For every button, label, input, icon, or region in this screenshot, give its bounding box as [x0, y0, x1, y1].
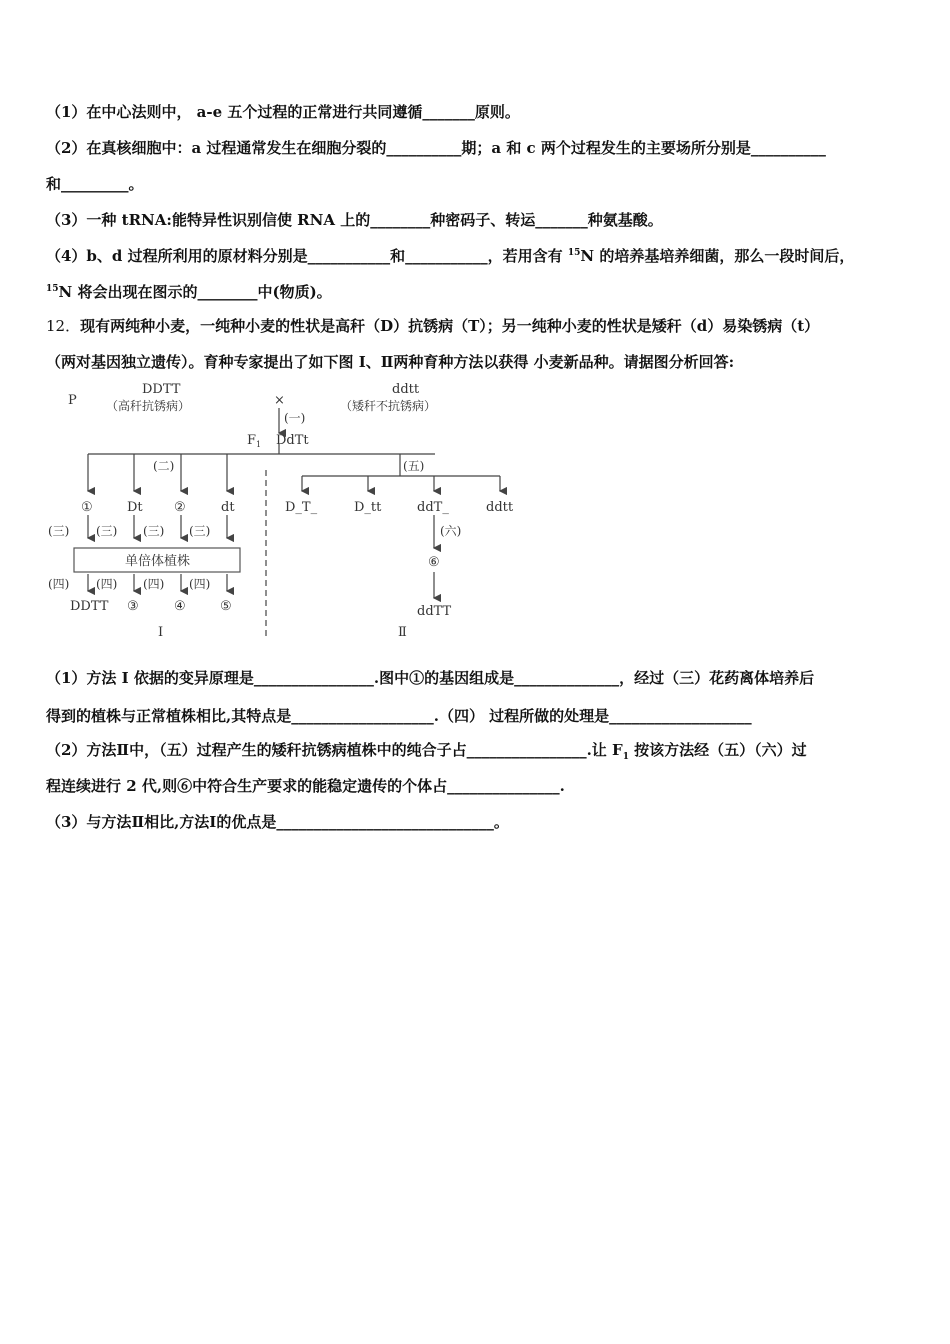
diagram-step3-b: (三) — [96, 524, 118, 538]
diagram-parent2: ddtt — [392, 382, 420, 397]
diagram-method-1: I — [158, 625, 164, 640]
diagram-phenotype-3: ddT_ — [417, 500, 449, 515]
diagram-p: P — [68, 393, 77, 408]
diagram-parent1: DDTT — [142, 382, 181, 397]
diagram-step1: (一) — [284, 411, 306, 425]
q12-number: 12． — [46, 317, 81, 335]
diagram-step4-d: (四) — [189, 577, 211, 591]
q11-line-1: （1）在中心法则中， a-e 五个过程的正常进行共同遵循_______原则。 — [46, 103, 520, 121]
diagram-cross: × — [274, 393, 285, 408]
q11-line-3: 和_________。 — [46, 175, 144, 193]
diagram-f1: DdTt — [276, 433, 309, 448]
q11-line-6b: N 将会出现在图示的________中(物质)。 — [58, 283, 332, 301]
q11-line-6-sup: 15 — [46, 284, 59, 294]
diagram-f1-letter: F — [247, 433, 257, 448]
diagram-step4-c: (四) — [143, 577, 165, 591]
diagram-step3-a: (三) — [48, 524, 70, 538]
q12-answer-4: 程连续进行 2 代,则⑥中符合生产要求的能稳定遗传的个体占_______________. — [46, 777, 565, 795]
diagram-step6: (六) — [440, 524, 462, 538]
diagram-f1-label — [247, 433, 261, 449]
q12-answer-5: （3）与方法Ⅱ相比,方法Ⅰ的优点是_____________________________。 — [46, 813, 509, 831]
diagram-six: ⑥ — [428, 555, 440, 570]
q12-answer-3 — [46, 740, 807, 760]
diagram-parent1-trait: （高秆抗锈病） — [106, 399, 191, 413]
diagram-phenotype-4: ddtt — [486, 500, 514, 515]
diagram-parent2-trait: （矮秆不抗锈病） — [340, 399, 437, 413]
q12-line-1 — [46, 316, 819, 336]
diagram-gamete-2: Dt — [127, 500, 143, 515]
q11-line-5 — [46, 246, 854, 266]
q11-line-6 — [46, 282, 332, 302]
q12-answer-3a: （2）方法Ⅱ中，（五）过程产生的矮秆抗锈病植株中的纯合子占________________.让 F — [46, 741, 623, 759]
diagram-step3-c: (三) — [143, 524, 165, 538]
q12-answer-2: 得到的植株与正常植株相比,其特点是___________________.（四） 过程所做的处理是___________________ — [46, 707, 752, 725]
diagram-result-4: ⑤ — [220, 599, 232, 614]
diagram-result-2: ③ — [127, 599, 139, 614]
q12-answer-1: （1）方法 I 依据的变异原理是________________.图中①的基因组成是______________，经过（三）花药离体培养后 — [46, 669, 815, 687]
q11-line-2: （2）在真核细胞中：a 过程通常发生在细胞分裂的__________期；a 和 c 两个过程发生的主要场所分别是__________ — [46, 139, 826, 157]
diagram-phenotype-1: D_T_ — [285, 500, 318, 515]
q11-line-5a: （4）b、d 过程所利用的原材料分别是___________和___________，若用含有 — [46, 247, 568, 265]
diagram-step2: (二) — [153, 459, 175, 473]
diagram-f1-subscript: 1 — [256, 440, 262, 449]
q12-answer-3b: 按该方法经（五）（六）过 — [628, 741, 807, 759]
diagram-gamete-1: ① — [81, 500, 93, 515]
q11-line-5-sup: 15 — [567, 248, 581, 258]
diagram-ddTT: ddTT — [417, 604, 452, 619]
diagram-phenotype-2: D_tt — [354, 500, 382, 515]
breeding-diagram — [40, 378, 540, 643]
diagram-gamete-4: dt — [221, 500, 235, 515]
q11-line-4: （3）一种 tRNA:能特异性识别信使 RNA 上的________种密码子、转运_______种氨基酸。 — [46, 211, 663, 229]
q12-line-2: （两对基因独立遗传）。育种专家提出了如下图 I、Ⅱ两种育种方法以获得 小麦新品种。请据图分析回答: — [46, 353, 735, 371]
diagram-step3-d: (三) — [189, 524, 211, 538]
diagram-haploid: 单倍体植株 — [125, 554, 191, 569]
diagram-step4-b: (四) — [96, 577, 118, 591]
diagram-step5: (五) — [403, 459, 425, 473]
diagram-step4-a: (四) — [48, 577, 70, 591]
q12-answer-3-sub: 1 — [622, 752, 629, 762]
diagram-result-3: ④ — [174, 599, 186, 614]
diagram-method-2: Ⅱ — [398, 625, 407, 640]
q11-line-5b: N 的培养基培养细菌，那么一段时间后， — [580, 247, 855, 265]
diagram-result-1: DDTT — [70, 599, 109, 614]
diagram-gamete-3: ② — [174, 500, 186, 515]
q12-line-1a: 现有两纯种小麦，一纯种小麦的性状是高秆（D）抗锈病（T）；另一纯种小麦的性状是矮秆（d）易染锈病（t） — [80, 317, 820, 335]
